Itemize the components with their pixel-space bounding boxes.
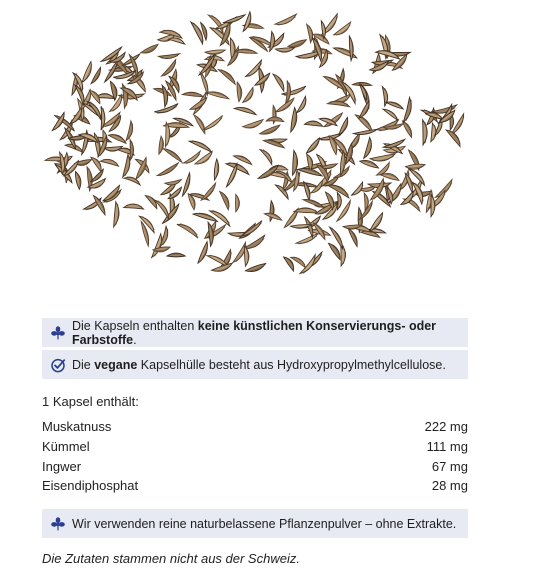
origin-note: Die Zutaten stammen nicht aus der Schweiz.: [42, 551, 300, 566]
info-box-natural-powders: [42, 509, 468, 538]
ingredient-name: Kümmel: [42, 438, 90, 454]
leaf-cluster-icon: [50, 516, 66, 532]
caraway-seeds-illustration: [42, 0, 468, 290]
check-circle-icon: [50, 357, 66, 373]
ingredient-name: Muskatnuss: [42, 419, 112, 434]
product-image: [42, 0, 468, 290]
ingredient-name: Eisendiphosphat: [42, 478, 139, 494]
ingredient-name: Ingwer: [42, 458, 82, 474]
ingredient-row: [42, 417, 468, 437]
ingredient-row: [42, 437, 468, 457]
info-box-vegan-capsule: [42, 350, 468, 379]
leaf-cluster-icon: [50, 325, 66, 341]
capsule-contents-title: 1 Kapsel enthält:: [42, 394, 139, 409]
ingredient-list: [42, 417, 468, 496]
ingredient-amount: 28 mg: [431, 478, 468, 494]
info-box-text: Wir verwenden reine naturbelassene Pflanzenpulver – ohne Extrakte.: [72, 516, 457, 531]
info-box-no-additives: [42, 318, 468, 347]
ingredient-row: [42, 476, 468, 496]
ingredient-amount: 111 mg: [426, 438, 468, 454]
info-box-text: Die Kapseln enthalten keine künstlichen Konservierungs- oder Farbstoffe.: [72, 318, 437, 347]
ingredient-amount: 222 mg: [424, 419, 468, 434]
ingredient-amount: 67 mg: [431, 458, 468, 474]
ingredient-row: [42, 457, 468, 477]
info-box-text: Die vegane Kapselhülle besteht aus Hydroxypropylmethylcellulose.: [72, 357, 446, 372]
